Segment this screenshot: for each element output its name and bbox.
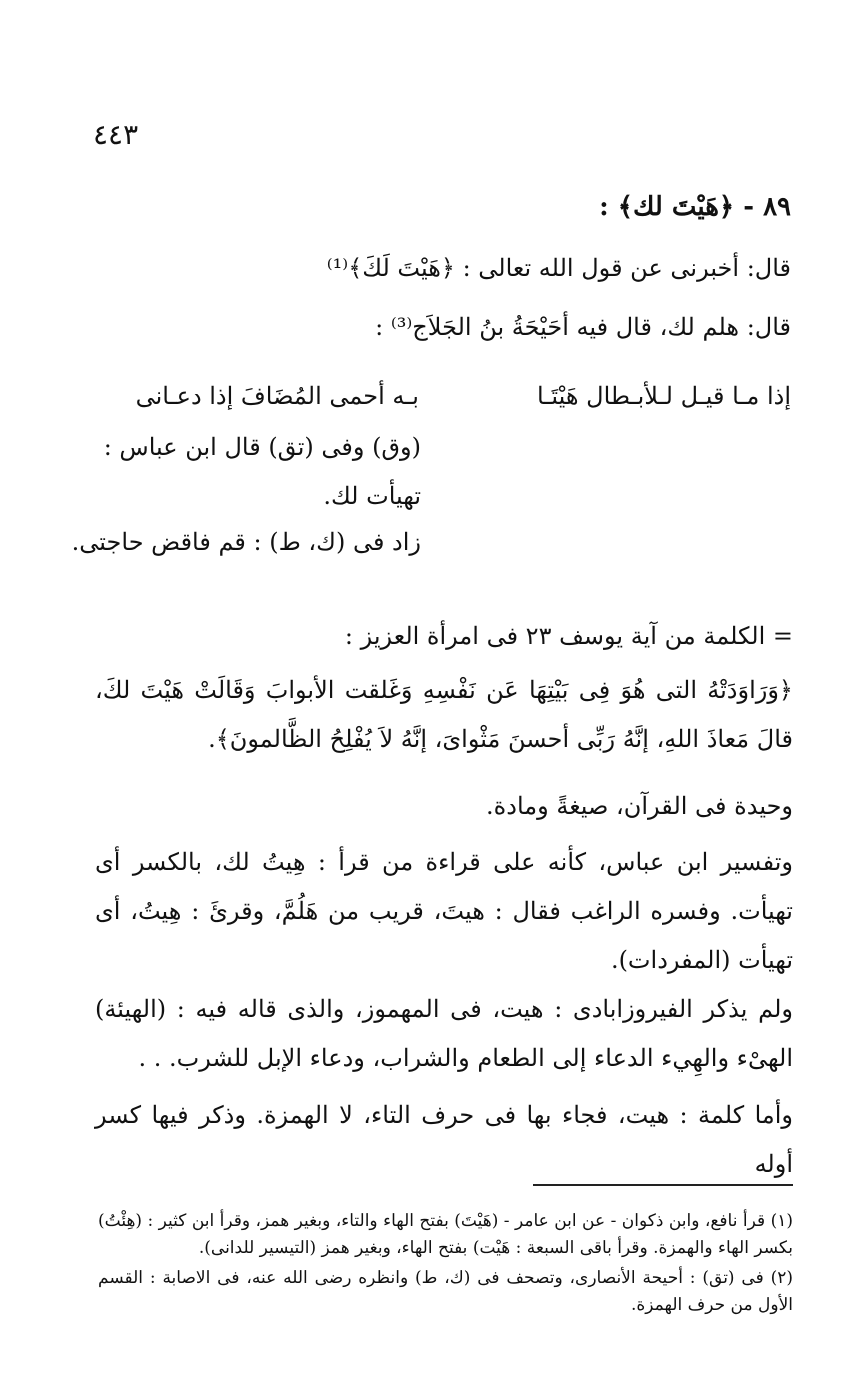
text-line: قال: هلم لك، قال فيه أحَيْحَةُ بنُ الجَلاَج⁽³⁾ : [375, 313, 791, 341]
text-line: قال: أخبرنى عن قول الله تعالى : ﴿هَيْتَ لَكَ﴾⁽¹⁾ [326, 254, 791, 282]
text-line: تهيأت لك. [323, 482, 421, 510]
text-line: (وق) وفى (تق) قال ابن عباس : [103, 433, 421, 461]
poem-hemistich: إذا مـا قيـل لـلأبـطال هَيْتَـا [537, 382, 791, 410]
paragraph: وحيدة فى القرآن، صيغةً ومادة. [486, 792, 793, 820]
text-line: زاد فى (ك، ط) : قم فاقض حاجتى. [71, 528, 421, 556]
footnote: (٢) فى (تق) : أحيحة الأنصارى، وتصحف فى (ك، ط) وانظره رضى الله عنه، فى الاصابة : القسم الأول من حرف الهمزة. [98, 1268, 793, 1315]
poem-hemistich: بـه أحمى المُضَافَ إذا دعـانى [135, 382, 419, 410]
paragraph: وتفسير ابن عباس، كأنه على قراءة من قرأ : هِيتُ لك، بالكسر أى تهيأت. وفسره الراغب فقال : هيتَ، قريب من هَلُمَّ، وقرئَ : هِيتُ، أى تهيأت (المفردات). [95, 848, 793, 974]
page-number: ٤٤٣ [93, 118, 139, 151]
section-heading: ٨٩ - ﴿هَيْتَ لك﴾ : [599, 192, 791, 222]
paragraph: ولم يذكر الفيروزابادى : هيت، فى المهموز، والذى قاله فيه : (الهيئة) الهىْء والهِيء الدعاء إلى الطعام والشراب، ودعاء الإبل للشرب. . . [95, 995, 793, 1072]
quran-quote: ﴿وَرَاوَدَتْهُ التى هُوَ فِى بَيْتِهَا عَن نَفْسِهِ وَغَلقت الأبوابَ وَقَالَتْ هَيْتَ لكَ، قالَ مَعاذَ اللهِ، إنَّهُ رَبِّى أحسنَ مَثْواىَ، إنَّهُ لاَ يُفْلِحُ الظَّالمونَ﴾. [95, 676, 793, 753]
footnote-divider [533, 1184, 793, 1186]
paragraph: = الكلمة من آية يوسف ٢٣ فى امرأة العزيز : [344, 622, 793, 650]
footnote: (١) قرأ نافع، وابن ذكوان - عن ابن عامر - (هَيْتَ) بفتح الهاء والتاء، وبغير همز، وقرأ ابن كثير : (هِئْتُ) بكسر الهاء والهمزة. وقرأ باقى السبعة : هَيْت) بفتح الهاء، وبغير همز (التيسير للدانى). [98, 1211, 793, 1258]
paragraph: وأما كلمة : هيت، فجاء بها فى حرف التاء، لا الهمزة. وذكر فيها كسر أوله [95, 1101, 793, 1178]
